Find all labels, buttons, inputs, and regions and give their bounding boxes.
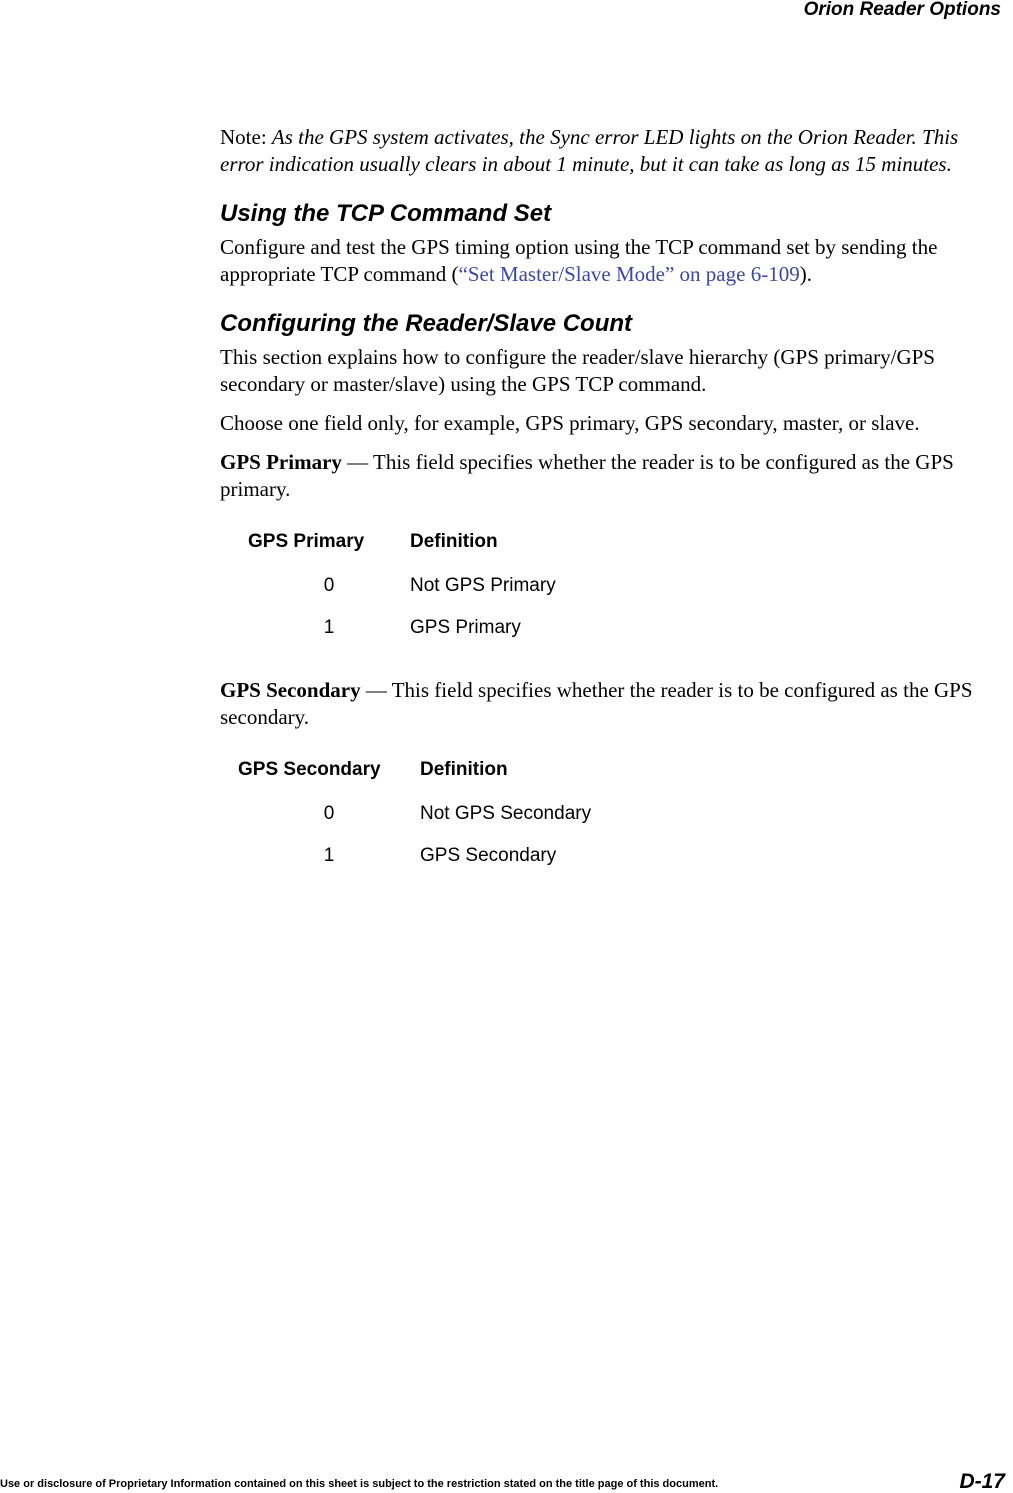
table-cell-value: 0	[323, 803, 335, 824]
page-content	[220, 124, 1005, 877]
table-cell-value: 1	[323, 617, 335, 638]
table-header-row	[248, 531, 556, 565]
set-master-slave-mode-link[interactable]: “Set Master/Slave Mode” on page 6-109	[458, 262, 800, 286]
gps-primary-term: GPS Primary	[220, 450, 342, 474]
table-row	[248, 565, 556, 607]
section-heading-tcp: Using the TCP Command Set	[220, 200, 552, 227]
table-cell-value: 0	[323, 575, 335, 596]
gps-primary-desc: — This field specifies whether the reader is to be configured as the GPS primary.	[220, 450, 954, 501]
table-row	[238, 835, 591, 877]
tcp-text-after: ).	[799, 262, 812, 286]
tcp-paragraph	[220, 234, 1005, 288]
tcp-text-before: Configure and test the GPS timing option using the TCP command set by sending the appropriate TCP command (	[220, 235, 938, 286]
table-row	[248, 607, 556, 649]
note	[220, 124, 1005, 178]
gps-primary-table	[248, 531, 556, 649]
table-cell-definition: Not GPS Secondary	[420, 803, 592, 824]
slave-count-paragraph-1: This section explains how to configure the reader/slave hierarchy (GPS primary/GPS secondary or master/slave) using the GPS TCP command.	[220, 345, 935, 396]
table-cell-value: 1	[323, 845, 335, 866]
gps-secondary-term: GPS Secondary	[220, 678, 361, 702]
slave-count-paragraph-2: Choose one field only, for example, GPS primary, GPS secondary, master, or slave.	[220, 411, 920, 435]
gps-secondary-desc: — This field specifies whether the reader is to be configured as the GPS secondary.	[220, 678, 973, 729]
column-header: GPS Secondary	[238, 759, 381, 780]
note-lead: Note:	[220, 125, 272, 149]
page-number: D-17	[959, 1470, 1005, 1493]
column-header: Definition	[420, 759, 508, 780]
table-cell-definition: GPS Secondary	[420, 845, 557, 866]
footer-notice: Use or disclosure of Proprietary Information contained on this sheet is subject to the restriction stated on the title page of this document.	[0, 1478, 719, 1490]
running-header: Orion Reader Options	[803, 0, 1001, 20]
table-header-row	[238, 759, 591, 793]
gps-secondary-paragraph	[220, 677, 1005, 731]
note-text: As the GPS system activates, the Sync error LED lights on the Orion Reader. This error indication usually clears in about 1 minute, but it can take as long as 15 minutes.	[220, 125, 959, 176]
table-cell-definition: GPS Primary	[410, 617, 521, 638]
column-header: GPS Primary	[248, 531, 365, 552]
gps-primary-paragraph	[220, 449, 1005, 503]
section-heading-slave-count: Configuring the Reader/Slave Count	[220, 310, 633, 337]
table-row	[238, 793, 591, 835]
table-cell-definition: Not GPS Primary	[410, 575, 556, 596]
gps-secondary-table	[238, 759, 591, 877]
column-header: Definition	[410, 531, 498, 552]
